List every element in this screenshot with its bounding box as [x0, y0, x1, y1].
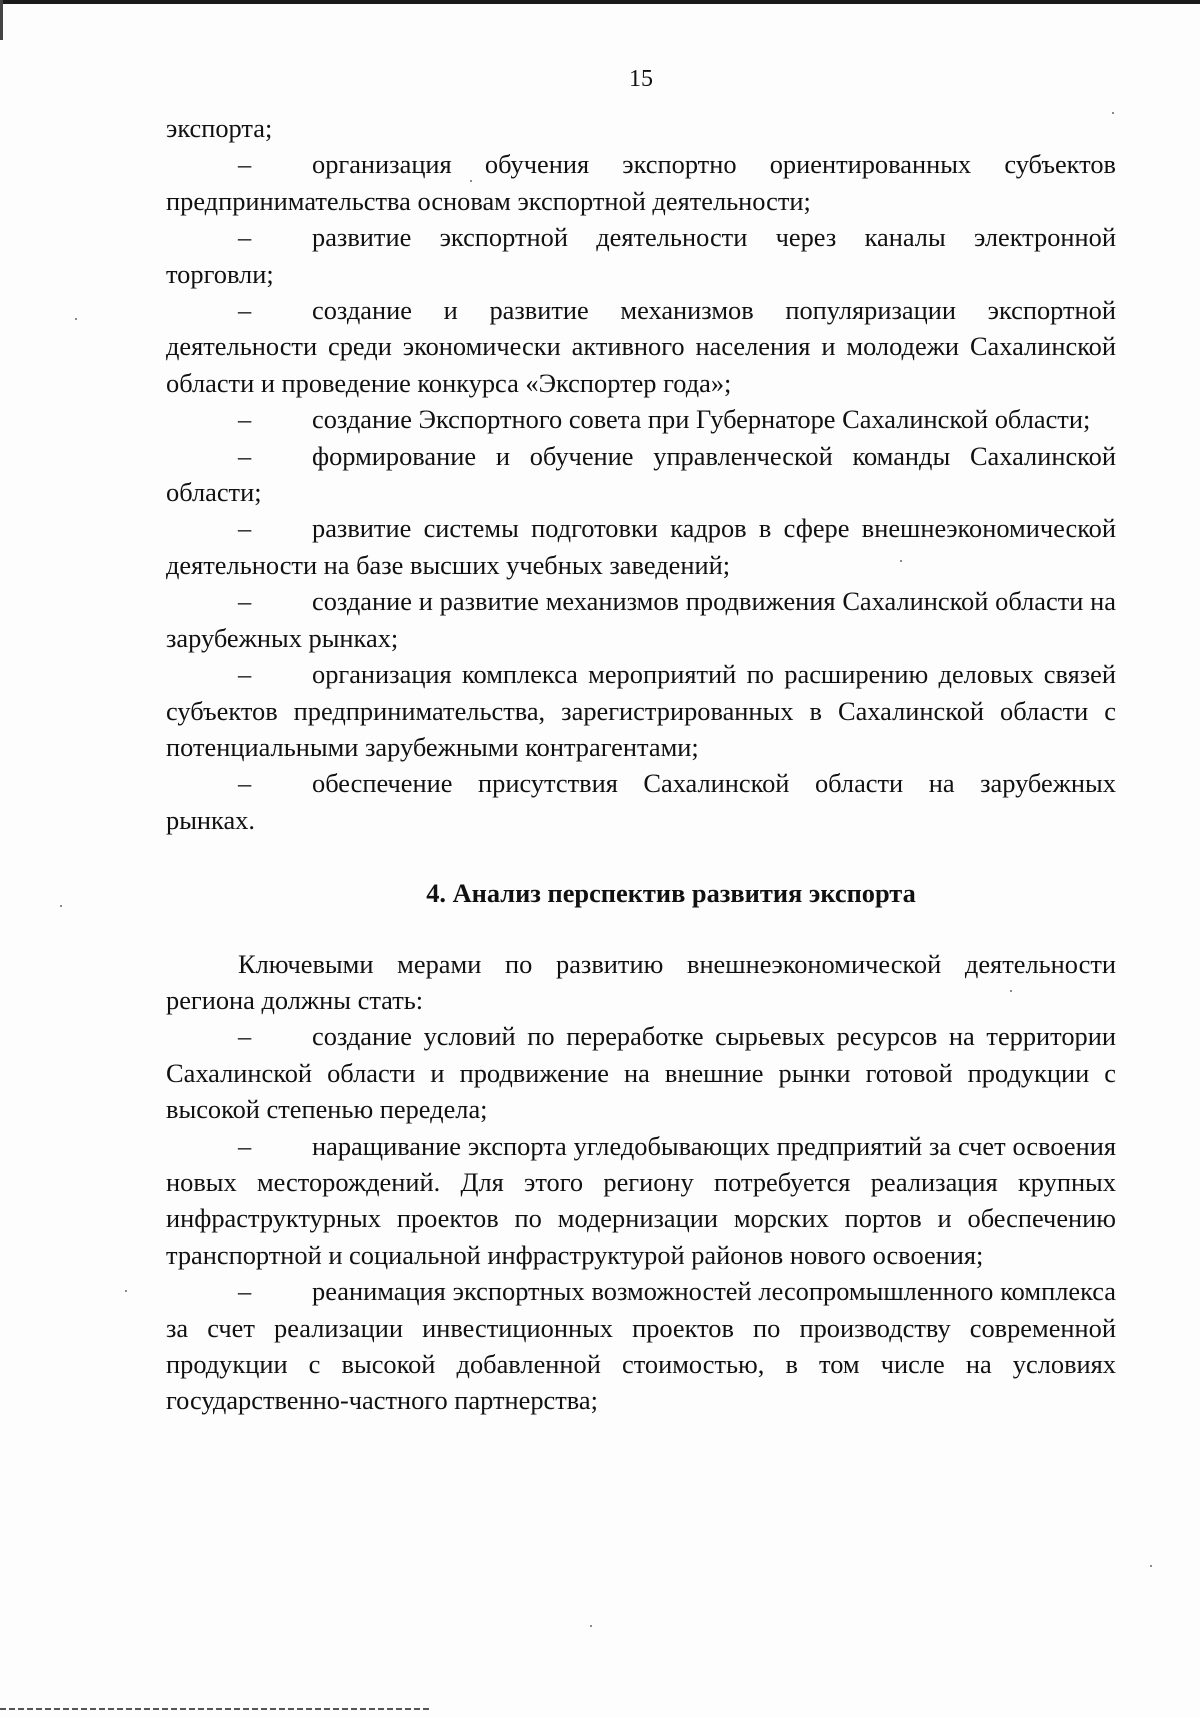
section-heading: 4. Анализ перспектив развития экспорта [426, 878, 916, 909]
list-dash: – [238, 222, 252, 253]
list-dash: – [238, 149, 252, 180]
scan-speck [75, 318, 77, 320]
export-measures-list [166, 146, 1116, 838]
list-item-text: организация обучения экспортно ориентированных субъектов предпринимательства основам экспортной деятельности; [166, 149, 1116, 216]
section-lead-paragraph: Ключевыми мерами по развитию внешнеэкономической деятельности региона должны стать: [166, 948, 1116, 1015]
scan-speck [1112, 112, 1114, 114]
list-dash: – [238, 513, 252, 544]
scan-speck [1150, 1565, 1152, 1567]
scan-speck [900, 560, 902, 562]
scan-speck [590, 1625, 592, 1627]
list-item-text: создание и развитие механизмов популяризации экспортной деятельности среди экономически активного населения и молодежи Сахалинской области и проведение конкурса «Экспортер года»; [166, 295, 1116, 398]
list-item [166, 438, 1116, 511]
list-item-text: развитие экспортной деятельности через каналы электронной торговли; [166, 222, 1116, 289]
list-dash: – [238, 1130, 252, 1161]
list-item [166, 146, 1116, 219]
scan-speck [1010, 990, 1012, 992]
list-item [166, 1018, 1116, 1127]
list-item [166, 583, 1116, 656]
list-item-text: создание условий по переработке сырьевых ресурсов на территории Сахалинской области и продвижение на внешние рынки готовой продукции с высокой степенью передела; [166, 1021, 1116, 1125]
list-item-text: организация комплекса мероприятий по расширению деловых связей субъектов предпринимательства, зарегистрированных в Сахалинской области с потенциальными зарубежными контрагентами; [166, 659, 1116, 762]
list-item [166, 765, 1116, 838]
scan-speck [125, 1290, 127, 1292]
list-item-text: формирование и обучение управленческой команды Сахалинской области; [166, 440, 1116, 508]
list-dash: – [238, 768, 252, 799]
list-item-text: наращивание экспорта угледобывающих предприятий за счет освоения новых месторождений. Для этого региону потребуется реализация крупных инфраструктурных проектов по модернизации морских портов и обеспечению транспортной и социальной инфраструктурой районов нового освоения; [166, 1130, 1116, 1270]
list-item [166, 292, 1116, 401]
document-body [166, 110, 1116, 1419]
list-item-text: обеспечение присутствия Сахалинской области на зарубежных рынках. [166, 768, 1116, 835]
list-item-text: реанимация экспортных возможностей лесопромышленного комплекса за счет реализации инвестиционных проектов по производству современной продукции с высокой добавленной стоимостью, в том числе на условиях государственно-частного партнерства; [166, 1276, 1116, 1416]
list-dash: – [238, 586, 252, 617]
scan-edge-left [0, 0, 3, 40]
list-dash: – [238, 1021, 252, 1052]
scan-speck [60, 905, 62, 907]
page-number: 15 [629, 66, 653, 92]
list-item [166, 510, 1116, 583]
list-item [166, 1128, 1116, 1274]
scan-speck [470, 180, 472, 182]
list-item-text: создание Экспортного совета при Губернаторе Сахалинской области; [312, 404, 1091, 435]
scan-edge-bottom [0, 1708, 430, 1710]
opening-fragment: экспорта; [166, 113, 273, 143]
list-item-text: развитие системы подготовки кадров в сфере внешнеэкономической деятельности на базе высших учебных заведений; [166, 513, 1116, 580]
list-item [166, 1273, 1116, 1419]
list-item [166, 656, 1116, 765]
scan-edge-top [0, 0, 1200, 4]
list-dash: – [238, 1276, 252, 1307]
list-item [166, 401, 1116, 437]
list-dash: – [238, 295, 252, 326]
list-dash: – [238, 404, 252, 435]
list-dash: – [238, 659, 252, 690]
list-item-text: создание и развитие механизмов продвижения Сахалинской области на зарубежных рынках; [166, 586, 1116, 653]
list-dash: – [238, 440, 252, 471]
list-item [166, 219, 1116, 292]
key-measures-list [166, 1018, 1116, 1418]
